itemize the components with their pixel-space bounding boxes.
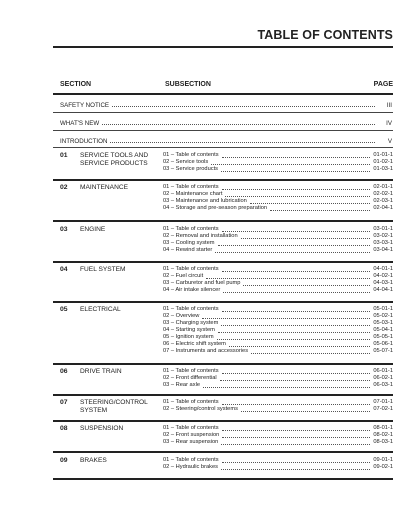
dot-leader: [221, 444, 370, 445]
subsection-row[interactable]: [163, 226, 393, 233]
dot-leader: [222, 373, 370, 374]
section-number: 07: [60, 399, 68, 406]
subsection-label: 02 – Front suspension: [163, 432, 220, 438]
subsection-page: 09-02-1: [373, 464, 393, 470]
subsection-label: 03 – Charging system: [163, 320, 219, 326]
subsection-row[interactable]: [163, 464, 393, 471]
subsection-page: 05-02-1: [373, 313, 393, 319]
subsection-label: 03 – Service products: [163, 166, 219, 172]
section-divider: [53, 394, 393, 396]
subsection-row[interactable]: [163, 375, 393, 382]
dot-leader: [222, 271, 370, 272]
subsection-row[interactable]: [163, 287, 393, 294]
section-divider: [53, 478, 393, 480]
dot-leader: [206, 278, 370, 279]
dot-leader: [110, 142, 375, 143]
subsection-page: 04-02-1: [373, 273, 393, 279]
subsection-label: 02 – Maintenance chart: [163, 191, 223, 197]
subsection-label: 06 – Electric shift system: [163, 341, 226, 347]
row-divider: [53, 130, 393, 131]
subsection-label: 04 – Rewind starter: [163, 247, 213, 253]
front-matter-row[interactable]: [60, 135, 392, 145]
subsection-page: 01-03-1: [373, 166, 393, 172]
dot-leader: [241, 238, 370, 239]
subsection-page: 02-03-1: [373, 198, 393, 204]
subsection-label: 05 – Ignition system: [163, 334, 214, 340]
section-title[interactable]: ELECTRICAL: [80, 306, 121, 313]
subsection-row[interactable]: [163, 205, 393, 212]
title-rule: [53, 46, 393, 48]
subsection-label: 01 – Table of contents: [163, 266, 219, 272]
subsection-list: [163, 425, 393, 446]
section-number: 04: [60, 266, 68, 273]
section-title[interactable]: SUSPENSION: [80, 425, 124, 432]
row-divider: [53, 147, 393, 148]
dot-leader: [221, 469, 370, 470]
subsection-page: 02-02-1: [373, 191, 393, 197]
subsection-row[interactable]: [163, 348, 393, 355]
subsection-row[interactable]: [163, 159, 393, 166]
subsection-row[interactable]: [163, 247, 393, 254]
dot-leader: [229, 346, 370, 347]
dot-leader: [211, 164, 370, 165]
subsection-row[interactable]: [163, 425, 393, 432]
subsection-label: 04 – Air intake silencer: [163, 287, 221, 293]
section-divider: [53, 420, 393, 422]
subsection-list: [163, 368, 393, 389]
header-rule: [53, 93, 393, 95]
dot-leader: [222, 462, 370, 463]
subsection-page: 06-03-1: [373, 382, 393, 388]
subsection-page: 02-04-1: [373, 205, 393, 211]
entry-label: INTRODUCTION: [60, 138, 108, 145]
dot-leader: [222, 404, 370, 405]
section-divider: [53, 451, 393, 453]
header-page: PAGE: [373, 81, 393, 88]
subsection-row[interactable]: [163, 432, 393, 439]
subsection-page: 08-03-1: [373, 439, 393, 445]
subsection-row[interactable]: [163, 334, 393, 341]
section-number: 03: [60, 226, 68, 233]
subsection-page: 08-02-1: [373, 432, 393, 438]
subsection-label: 02 – Service tools: [163, 159, 209, 165]
header-subsection: SUBSECTION: [165, 81, 211, 88]
subsection-label: 02 – Overview: [163, 313, 200, 319]
section-title[interactable]: ENGINE: [80, 226, 106, 233]
subsection-page: 05-06-1: [373, 341, 393, 347]
front-matter-row[interactable]: [60, 99, 392, 109]
section-number: 05: [60, 306, 68, 313]
dot-leader: [218, 332, 370, 333]
subsection-label: 01 – Table of contents: [163, 399, 219, 405]
subsection-page: 07-01-1: [373, 399, 393, 405]
subsection-page: 06-01-1: [373, 368, 393, 374]
subsection-label: 04 – Storage and pre-season preparation: [163, 205, 268, 211]
subsection-label: 01 – Table of contents: [163, 306, 219, 312]
subsection-page: 04-04-1: [373, 287, 393, 293]
subsection-list: [163, 226, 393, 254]
subsection-label: 02 – Hydraulic brakes: [163, 464, 219, 470]
subsection-row[interactable]: [163, 240, 393, 247]
subsection-row[interactable]: [163, 273, 393, 280]
dot-leader: [102, 124, 375, 125]
dot-leader: [222, 311, 370, 312]
subsection-row[interactable]: [163, 406, 393, 413]
front-matter-row[interactable]: [60, 117, 392, 127]
subsection-row[interactable]: [163, 368, 393, 375]
subsection-label: 01 – Table of contents: [163, 184, 219, 190]
subsection-row[interactable]: [163, 320, 393, 327]
subsection-row[interactable]: [163, 166, 393, 173]
subsection-page: 01-02-1: [373, 159, 393, 165]
subsection-page: 03-03-1: [373, 240, 393, 246]
dot-leader: [112, 106, 375, 107]
section-title[interactable]: SERVICE TOOLS AND SERVICE PRODUCTS: [80, 152, 149, 168]
dot-leader: [222, 430, 370, 431]
subsection-row[interactable]: [163, 280, 393, 287]
dot-leader: [251, 353, 370, 354]
subsection-label: 03 – Rear suspension: [163, 439, 219, 445]
subsection-page: 06-02-1: [373, 375, 393, 381]
subsection-page: 04-01-1: [373, 266, 393, 272]
subsection-page: 07-02-1: [373, 406, 393, 412]
dot-leader: [215, 252, 370, 253]
section-divider: [53, 179, 393, 181]
section-title[interactable]: MAINTENANCE: [80, 184, 128, 191]
section-number: 08: [60, 425, 68, 432]
dot-leader: [221, 325, 370, 326]
subsection-list: [163, 184, 393, 212]
subsection-page: 09-01-1: [373, 457, 393, 463]
subsection-label: 01 – Table of contents: [163, 226, 219, 232]
subsection-label: 03 – Carburetor and fuel pump: [163, 280, 241, 286]
dot-leader: [225, 196, 370, 197]
subsection-label: 03 – Cooling system: [163, 240, 215, 246]
dot-leader: [218, 245, 370, 246]
subsection-page: 05-03-1: [373, 320, 393, 326]
subsection-list: [163, 306, 393, 355]
entry-page: V: [387, 138, 392, 145]
dot-leader: [203, 387, 370, 388]
subsection-page: 02-01-1: [373, 184, 393, 190]
entry-label: WHAT'S NEW: [60, 120, 100, 127]
subsection-row[interactable]: [163, 327, 393, 334]
subsection-list: [163, 399, 393, 413]
subsection-row[interactable]: [163, 198, 393, 205]
subsection-row[interactable]: [163, 184, 393, 191]
subsection-label: 01 – Table of contents: [163, 457, 219, 463]
subsection-page: 03-01-1: [373, 226, 393, 232]
subsection-row[interactable]: [163, 439, 393, 446]
section-title[interactable]: FUEL SYSTEM: [80, 266, 126, 273]
subsection-label: 02 – Steering/control systems: [163, 406, 238, 412]
section-divider: [53, 363, 393, 365]
subsection-label: 01 – Table of contents: [163, 152, 219, 158]
subsection-label: 04 – Starting system: [163, 327, 215, 333]
subsection-row[interactable]: [163, 191, 393, 198]
dot-leader: [217, 339, 370, 340]
subsection-row[interactable]: [163, 399, 393, 406]
entry-page: III: [386, 102, 392, 109]
subsection-list: [163, 266, 393, 294]
subsection-row[interactable]: [163, 457, 393, 464]
dot-leader: [222, 189, 370, 190]
dot-leader: [223, 292, 370, 293]
section-divider: [53, 301, 393, 303]
dot-leader: [202, 318, 370, 319]
dot-leader: [270, 210, 370, 211]
subsection-label: 02 – Removal and installation: [163, 233, 238, 239]
subsection-page: 01-01-1: [373, 152, 393, 158]
subsection-label: 07 – Instruments and accessories: [163, 348, 249, 354]
section-divider: [53, 261, 393, 263]
subsection-label: 01 – Table of contents: [163, 425, 219, 431]
page-title: TABLE OF CONTENTS: [257, 28, 393, 42]
subsection-row[interactable]: [163, 341, 393, 348]
dot-leader: [222, 231, 370, 232]
subsection-page: 05-07-1: [373, 348, 393, 354]
section-divider: [53, 220, 393, 222]
section-number: 01: [60, 152, 68, 159]
subsection-label: 02 – Front differential: [163, 375, 217, 381]
section-number: 02: [60, 184, 68, 191]
subsection-row[interactable]: [163, 382, 393, 389]
subsection-row[interactable]: [163, 313, 393, 320]
subsection-label: 02 – Fuel circuit: [163, 273, 204, 279]
subsection-page: 08-01-1: [373, 425, 393, 431]
subsection-label: 03 – Rear axle: [163, 382, 200, 388]
subsection-page: 04-03-1: [373, 280, 393, 286]
subsection-row[interactable]: [163, 266, 393, 273]
subsection-list: [163, 152, 393, 173]
subsection-list: [163, 457, 393, 471]
row-divider: [53, 112, 393, 113]
section-number: 09: [60, 457, 68, 464]
section-title[interactable]: STEERING/CONTROL SYSTEM: [80, 399, 148, 415]
subsection-row[interactable]: [163, 152, 393, 159]
subsection-label: 01 – Table of contents: [163, 368, 219, 374]
subsection-page: 03-02-1: [373, 233, 393, 239]
dot-leader: [220, 380, 370, 381]
dot-leader: [241, 411, 370, 412]
subsection-page: 03-04-1: [373, 247, 393, 253]
subsection-page: 05-05-1: [373, 334, 393, 340]
subsection-page: 05-04-1: [373, 327, 393, 333]
subsection-page: 05-01-1: [373, 306, 393, 312]
dot-leader: [243, 285, 370, 286]
entry-page: IV: [386, 120, 392, 127]
section-title[interactable]: BRAKES: [80, 457, 107, 464]
header-section: SECTION: [60, 81, 92, 88]
dot-leader: [222, 437, 370, 438]
dot-leader: [250, 203, 370, 204]
section-title[interactable]: DRIVE TRAIN: [80, 368, 122, 375]
section-number: 06: [60, 368, 68, 375]
subsection-row[interactable]: [163, 306, 393, 313]
subsection-row[interactable]: [163, 233, 393, 240]
dot-leader: [221, 171, 370, 172]
entry-label: SAFETY NOTICE: [60, 102, 110, 109]
subsection-label: 03 – Maintenance and lubrication: [163, 198, 247, 204]
dot-leader: [222, 157, 370, 158]
